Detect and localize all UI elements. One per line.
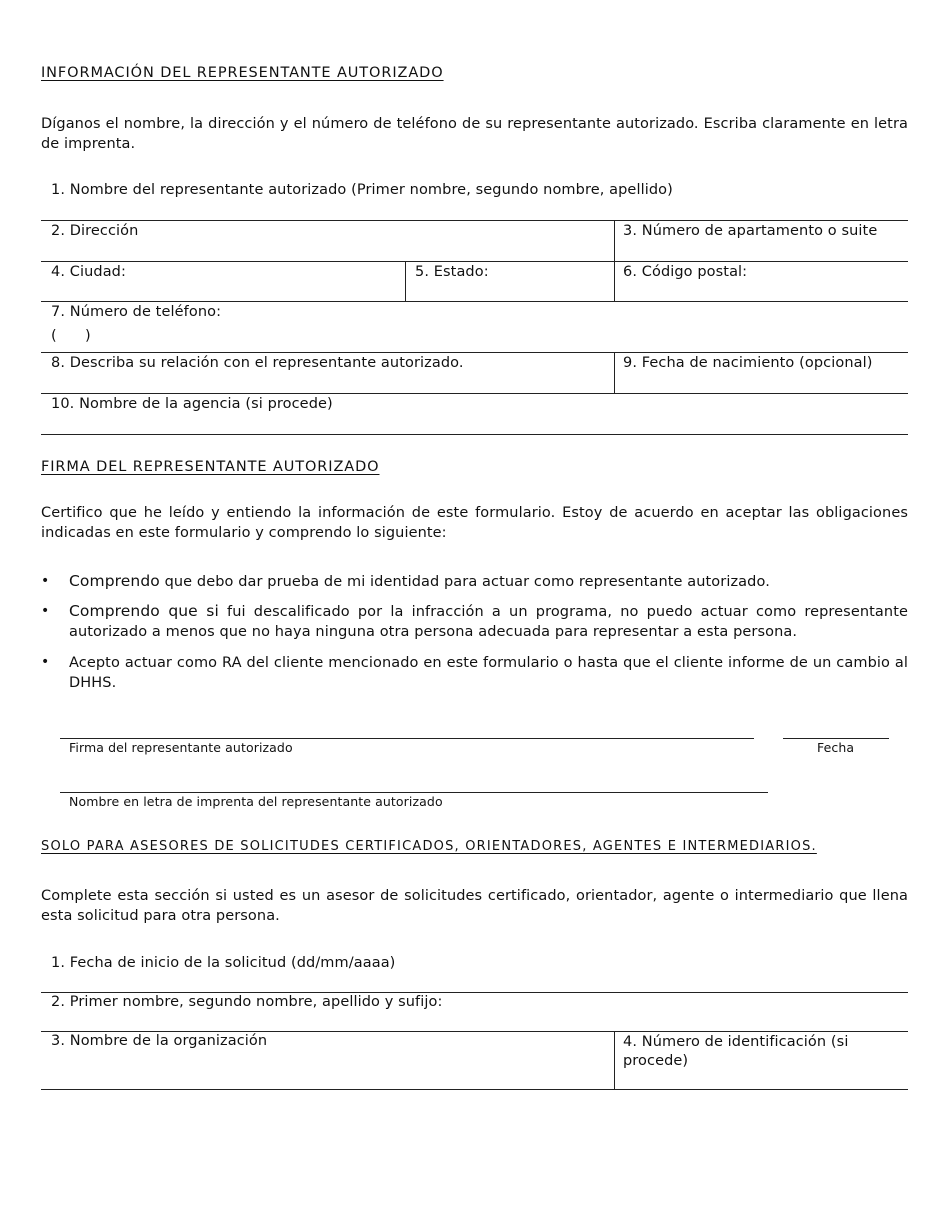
date-label: Fecha bbox=[817, 740, 855, 755]
table-divider bbox=[614, 1031, 615, 1089]
section-heading-assisters: SOLO PARA ASESORES DE SOLICITUDES CERTIFICADOS, ORIENTADORES, AGENTES E INTERMEDIARIOS. bbox=[41, 839, 817, 854]
table-divider bbox=[405, 261, 406, 301]
field-label-rep-name: 1. Nombre del representante autorizado (Primer nombre, segundo nombre, apellido) bbox=[51, 182, 673, 198]
section-intro: Certifico que he leído y entiendo la información de este formulario. Estoy de acuerdo en aceptar las obligaciones indicadas en este formulario y comprendo lo siguiente: bbox=[41, 505, 908, 541]
field-label-relationship[interactable]: 8. Describa su relación con el representante autorizado. bbox=[51, 355, 464, 371]
field-label-agency[interactable]: 10. Nombre de la agencia (si procede) bbox=[51, 396, 333, 412]
table-line bbox=[41, 434, 908, 435]
signature-line[interactable] bbox=[60, 738, 754, 739]
bullet-text: Acepto actuar como RA del cliente mencionado en este formulario o hasta que el cliente informe de un cambio al DHHS. bbox=[69, 655, 908, 691]
phone-area-code: ( ) bbox=[51, 328, 91, 344]
field-label-apartment[interactable]: 3. Número de apartamento o suite bbox=[623, 223, 878, 239]
bullet-lead: Comprendo que si bbox=[69, 602, 219, 620]
bullet-dot: • bbox=[41, 603, 50, 619]
section-heading-signature: FIRMA DEL REPRESENTANTE AUTORIZADO bbox=[41, 459, 380, 475]
bullet-text: fui descalificado por la infracción a un programa, no puedo actuar como representante autorizado a menos que no haya ninguna otra persona adecuada para representar a esta persona. bbox=[69, 604, 908, 640]
field-label-organization[interactable]: 3. Nombre de la organización bbox=[51, 1033, 268, 1049]
field-label-full-name[interactable]: 2. Primer nombre, segundo nombre, apellido y sufijo: bbox=[51, 994, 443, 1010]
section-heading-authorized-rep-info: INFORMACIÓN DEL REPRESENTANTE AUTORIZADO bbox=[41, 65, 444, 81]
bullet-item bbox=[69, 601, 908, 642]
field-label-state[interactable]: 5. Estado: bbox=[415, 264, 489, 280]
section-intro: Díganos el nombre, la dirección y el número de teléfono de su representante autorizado. Escriba claramente en letra de imprenta. bbox=[41, 116, 908, 152]
printed-name-label: Nombre en letra de imprenta del representante autorizado bbox=[69, 794, 443, 809]
field-label-address[interactable]: 2. Dirección bbox=[51, 223, 139, 239]
field-label-phone[interactable]: 7. Número de teléfono: bbox=[51, 304, 222, 320]
bullet-item bbox=[69, 652, 908, 693]
table-line bbox=[41, 220, 908, 221]
field-label-birthdate[interactable]: 9. Fecha de nacimiento (opcional) bbox=[623, 355, 873, 371]
section-intro: Complete esta sección si usted es un asesor de solicitudes certificado, orientador, agente o intermediario que llena esta solicitud para otra persona. bbox=[41, 888, 908, 924]
signature-label: Firma del representante autorizado bbox=[69, 740, 293, 755]
field-label-zip[interactable]: 6. Código postal: bbox=[623, 264, 748, 280]
bullet-dot: • bbox=[41, 654, 50, 670]
field-label-id-number[interactable]: 4. Número de identificación (si procede) bbox=[623, 1034, 849, 1069]
table-line bbox=[41, 1031, 908, 1032]
bullet-text: que debo dar prueba de mi identidad para actuar como representante autorizado. bbox=[159, 574, 770, 590]
table-line bbox=[41, 992, 908, 993]
date-line[interactable] bbox=[783, 738, 889, 739]
table-line bbox=[41, 352, 908, 353]
table-divider bbox=[614, 352, 615, 393]
table-line bbox=[41, 1089, 908, 1090]
table-divider bbox=[614, 220, 615, 301]
printed-name-line[interactable] bbox=[60, 792, 768, 793]
table-line bbox=[41, 261, 908, 262]
bullet-lead: Comprendo bbox=[69, 572, 160, 590]
field-label-city[interactable]: 4. Ciudad: bbox=[51, 264, 126, 280]
table-line bbox=[41, 393, 908, 394]
bullet-item bbox=[69, 571, 908, 592]
field-label-start-date[interactable]: 1. Fecha de inicio de la solicitud (dd/mm/aaaa) bbox=[51, 955, 396, 971]
table-line bbox=[41, 301, 908, 302]
bullet-dot: • bbox=[41, 573, 50, 589]
